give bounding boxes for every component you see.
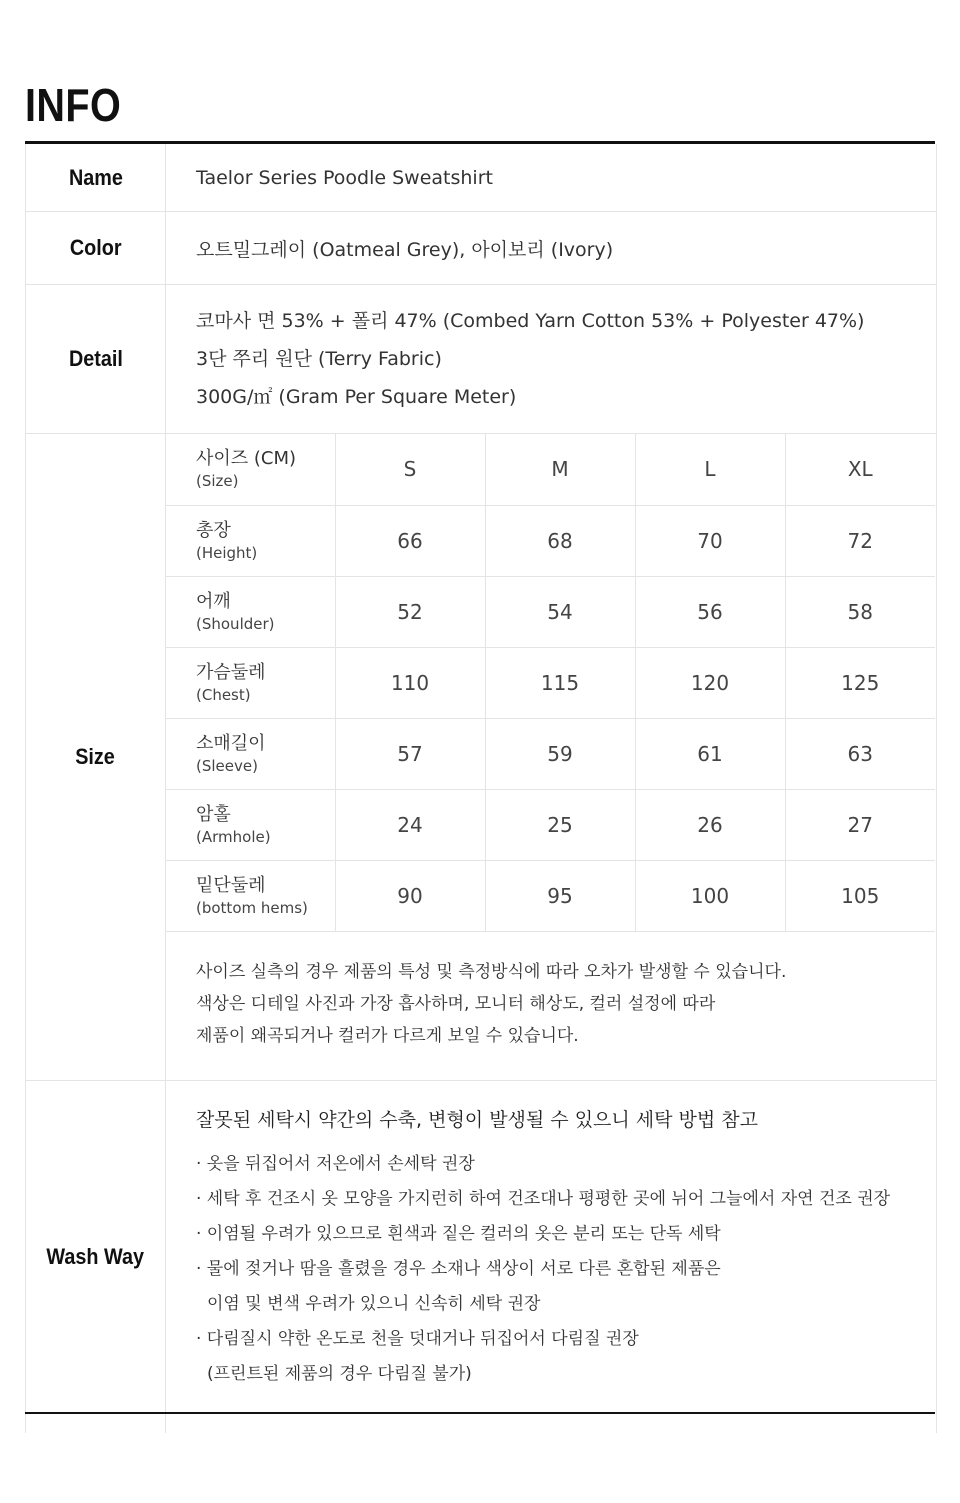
wash-item: · 다림질시 약한 온도로 천을 덧대거나 뒤집어서 다림질 권장 [196, 1329, 639, 1349]
size-cell: 90 [335, 860, 485, 931]
size-row-header: 사이즈 (CM) (Size) [166, 434, 335, 505]
size-cell: 125 [785, 647, 935, 718]
size-row-header: 밑단둘레 (bottom hems) [166, 860, 335, 931]
wash-item-continuation: (프린트된 제품의 경우 다림질 불가) [207, 1364, 472, 1384]
size-chart-table [166, 434, 935, 932]
size-cell: 110 [335, 647, 485, 718]
detail-line: 300G/㎡ (Gram Per Square Meter) [196, 386, 517, 408]
info-table [25, 144, 937, 1433]
detail-line: 3단 쭈리 원단 (Terry Fabric) [196, 348, 442, 370]
size-row-header: 어깨 (Shoulder) [166, 576, 335, 647]
color-row [26, 212, 936, 285]
wash-item-continuation: 이염 및 변색 우려가 있으니 신속히 세탁 권장 [207, 1294, 541, 1314]
size-cell: XL [785, 434, 935, 505]
size-cell: 61 [635, 718, 785, 789]
size-cell: 52 [335, 576, 485, 647]
size-table-row [166, 576, 935, 647]
size-content [166, 434, 936, 1080]
wash-label: Wash Way [26, 1081, 166, 1433]
bottom-divider [25, 1412, 935, 1414]
size-cell: 115 [485, 647, 635, 718]
size-table-row [166, 505, 935, 576]
size-cell: 27 [785, 789, 935, 860]
size-table-row [166, 860, 935, 931]
size-cell: 58 [785, 576, 935, 647]
size-cell: 72 [785, 505, 935, 576]
size-cell: 56 [635, 576, 785, 647]
size-table-row [166, 434, 935, 505]
size-label: Size [26, 434, 166, 1080]
size-cell: L [635, 434, 785, 505]
detail-line: 코마사 면 53% + 폴리 47% (Combed Yarn Cotton 53% + Polyester 47%) [196, 310, 865, 332]
size-table-row [166, 647, 935, 718]
size-cell: 59 [485, 718, 635, 789]
size-cell: 100 [635, 860, 785, 931]
size-cell: 26 [635, 789, 785, 860]
wash-row [26, 1081, 936, 1433]
size-row-header: 암홀 (Armhole) [166, 789, 335, 860]
size-cell: S [335, 434, 485, 505]
size-cell: 105 [785, 860, 935, 931]
size-notes [166, 932, 936, 1076]
detail-row [26, 285, 936, 434]
size-table-row [166, 718, 935, 789]
size-cell: 95 [485, 860, 635, 931]
wash-item: · 세탁 후 건조시 옷 모양을 가지런히 하여 건조대나 평평한 곳에 뉘어 그늘에서 자연 건조 권장 [196, 1189, 891, 1209]
size-note-line: 제품이 왜곡되거나 컬러가 다르게 보일 수 있습니다. [196, 1025, 579, 1046]
size-cell: 70 [635, 505, 785, 576]
size-cell: 25 [485, 789, 635, 860]
wash-item: · 옷을 뒤집어서 저온에서 손세탁 권장 [196, 1154, 475, 1174]
size-cell: 120 [635, 647, 785, 718]
size-cell: 54 [485, 576, 635, 647]
wash-content [166, 1081, 936, 1433]
detail-lines [166, 285, 936, 433]
size-row-header: 총장 (Height) [166, 505, 335, 576]
size-cell: 66 [335, 505, 485, 576]
size-row-header: 소매길이 (Sleeve) [166, 718, 335, 789]
size-row [26, 434, 936, 1081]
size-note-line: 색상은 디테일 사진과 가장 흡사하며, 모니터 해상도, 컬러 설정에 따라 [196, 993, 716, 1014]
size-cell: 68 [485, 505, 635, 576]
name-row [26, 144, 936, 212]
size-table-row [166, 789, 935, 860]
size-row-header: 가슴둘레 (Chest) [166, 647, 335, 718]
name-value: Taelor Series Poodle Sweatshirt [196, 166, 493, 189]
size-cell: 63 [785, 718, 935, 789]
wash-item: · 이염될 우려가 있으므로 흰색과 짙은 컬러의 옷은 분리 또는 단독 세탁 [196, 1224, 721, 1244]
detail-label: Detail [26, 285, 166, 433]
size-cell: M [485, 434, 635, 505]
size-cell: 57 [335, 718, 485, 789]
size-cell: 24 [335, 789, 485, 860]
wash-title: 잘못된 세탁시 약간의 수축, 변형이 발생될 수 있으니 세탁 방법 참고 [196, 1109, 758, 1131]
wash-item: · 물에 젖거나 땀을 흘렸을 경우 소재나 색상이 서로 다른 혼합된 제품은 [196, 1259, 721, 1279]
color-value: 오트밀그레이 (Oatmeal Grey), 아이보리 (Ivory) [196, 238, 614, 261]
size-note-line: 사이즈 실측의 경우 제품의 특성 및 측정방식에 따라 오차가 발생할 수 있습니다. [196, 961, 787, 982]
name-label: Name [26, 144, 166, 211]
color-label: Color [26, 212, 166, 284]
page-title: INFO [25, 79, 122, 131]
